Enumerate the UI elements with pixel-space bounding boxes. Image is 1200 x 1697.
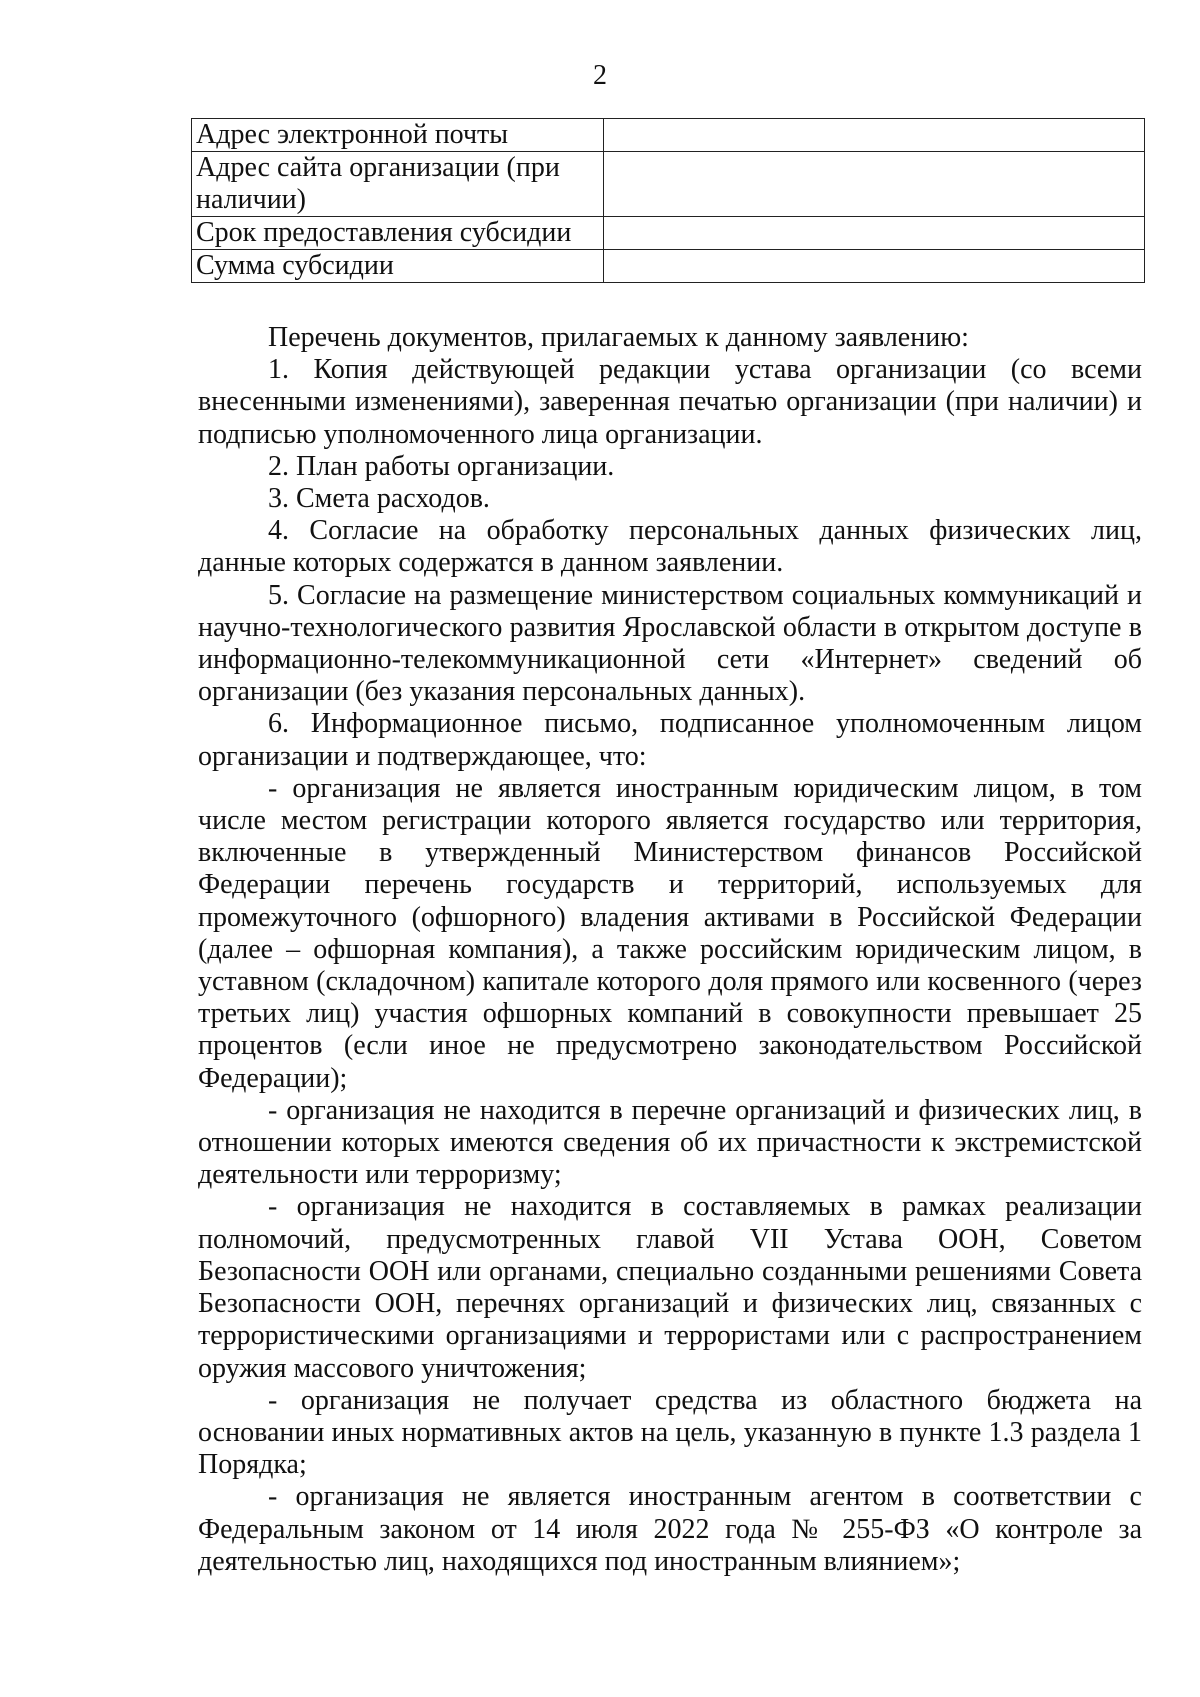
list-item: 6. Информационное письмо, подписанное уполномоченным лицом организации и подтверждающее, что:	[198, 708, 1142, 772]
bullet-item: - организация не является иностранным юридическим лицом, в том числе местом регистрации которого является государство или территория, включенные в утвержденный Министерством финансов Российской Федерации перечень государств и территорий, используемых для промежуточного (офшорного) владения активами в Российской Федерации (далее – офшорная компания), а также российским юридическим лицом, в уставном (складочном) капитале которого доля прямого или косвенного (через третьих лиц) участия офшорных компаний в совокупности превышает 25 процентов (если иное не предусмотрено законодательством Российской Федерации);	[198, 772, 1142, 1094]
page-number: 2	[593, 60, 607, 91]
table-row	[192, 250, 1145, 283]
table-cell-amount-value	[604, 250, 1145, 283]
table-row	[192, 152, 1145, 217]
table-row	[192, 217, 1145, 250]
bullet-item: - организация не получает средства из областного бюджета на основании иных нормативных актов на цель, указанную в пункте 1.3 раздела 1 Порядка;	[198, 1384, 1142, 1481]
table-cell-website-label: Адрес сайта организации (при наличии)	[192, 152, 604, 217]
list-item: 2. План работы организации.	[268, 450, 615, 482]
bullet-item: - организация не является иностранным агентом в соответствии с Федеральным законом от 14 июля 2022 года № 255-ФЗ «О контроле за деятельностью лиц, находящихся под иностранным влиянием»;	[198, 1481, 1142, 1577]
bullet-item: - организация не находится в перечне организаций и физических лиц, в отношении которых имеются сведения об их причастности к экстремистской деятельности или терроризму;	[198, 1094, 1142, 1191]
table-row	[192, 119, 1145, 152]
list-item: 1. Копия действующей редакции устава организации (со всеми внесенными изменениями), заверенная печатью организации (при наличии) и подписью уполномоченного лица организации.	[198, 354, 1142, 450]
document-body	[198, 322, 1142, 1578]
table-cell-amount-label: Сумма субсидии	[192, 250, 604, 283]
list-item: 3. Смета расходов.	[268, 483, 490, 515]
documents-list-intro: Перечень документов, прилагаемых к данному заявлению:	[268, 322, 969, 353]
list-item: 4. Согласие на обработку персональных данных физических лиц, данные которых содержатся в данном заявлении.	[198, 515, 1142, 579]
table-cell-term-label: Срок предоставления субсидии	[192, 217, 604, 250]
list-item: 5. Согласие на размещение министерством социальных коммуникаций и научно-технологического развития Ярославской области в открытом доступе в информационно-телекоммуникационной сети «Интернет» сведений об организации (без указания персональных данных).	[198, 579, 1142, 708]
organization-info-table	[191, 118, 1145, 283]
table-cell-term-value	[604, 217, 1145, 250]
table-cell-email-value	[604, 119, 1145, 152]
table-cell-website-value	[604, 152, 1145, 217]
bullet-item: - организация не находится в составляемых в рамках реализации полномочий, предусмотренных главой VII Устава ООН, Советом Безопасности ООН или органами, специально созданными решениями Совета Безопасности ООН, перечнях организаций и физических лиц, связанных с террористическими организациями и террористами или с распространением оружия массового уничтожения;	[198, 1191, 1142, 1384]
table-cell-email-label: Адрес электронной почты	[192, 119, 604, 152]
